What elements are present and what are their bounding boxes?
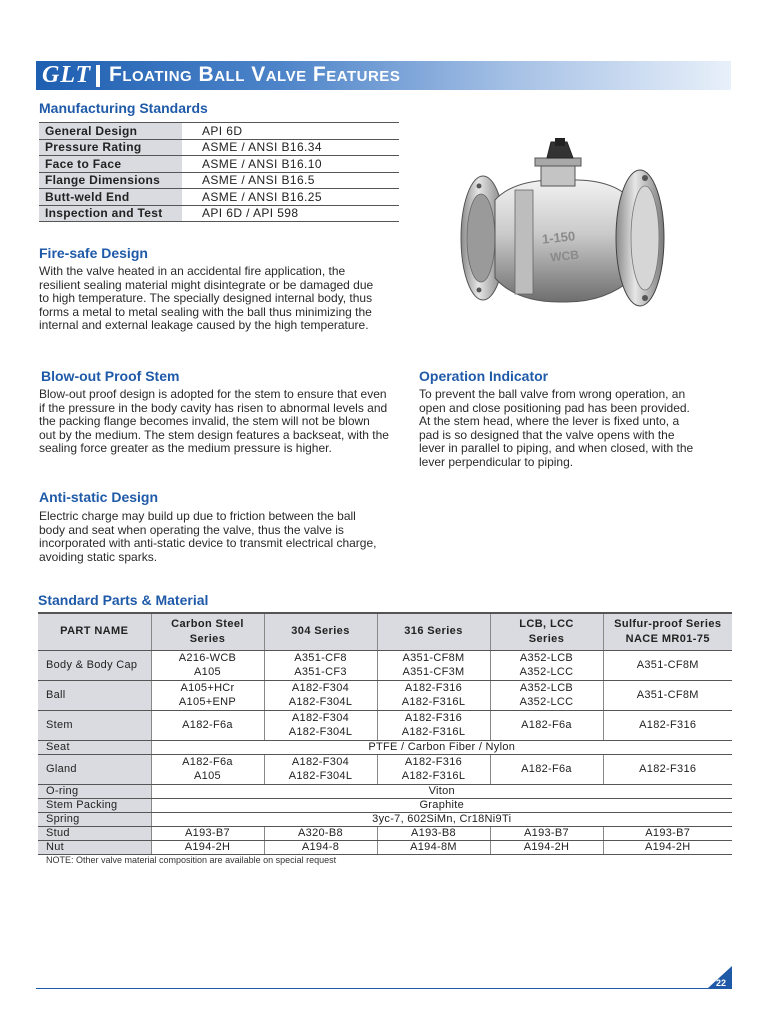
row-label: Pressure Rating	[39, 139, 182, 156]
part-name: Seat	[38, 740, 151, 754]
row-value: API 6D	[182, 123, 399, 140]
material-cell: A351-CF8M A351-CF3M	[377, 650, 490, 680]
part-name: Stem	[38, 710, 151, 740]
page-title: Floating Ball Valve Features	[109, 63, 401, 86]
table-row	[38, 840, 732, 854]
material-cell: A351-CF8 A351-CF3	[264, 650, 377, 680]
row-value: ASME / ANSI B16.5	[182, 172, 399, 189]
material-cell: A352-LCB A352-LCC	[490, 650, 603, 680]
manufacturing-heading: Manufacturing Standards	[39, 100, 208, 116]
col-header: 316 Series	[377, 613, 490, 650]
material-cell: Graphite	[151, 798, 732, 812]
page-number: 22	[716, 978, 727, 988]
row-label: Face to Face	[39, 156, 182, 173]
part-name: Ball	[38, 680, 151, 710]
anti-static-text: Electric charge may build up due to friction between the ball body and seat when operating the valve, thus the valve is incorporated with anti-static device to transmit electrical charge, avoiding static sparks.	[39, 509, 377, 564]
material-cell: PTFE / Carbon Fiber / Nylon	[151, 740, 732, 754]
material-cell: A182-F6a	[490, 710, 603, 740]
blow-out-heading: Blow-out Proof Stem	[41, 368, 180, 384]
footer-divider	[36, 988, 732, 989]
material-cell: A193-B8	[377, 826, 490, 840]
material-cell: A182-F6a	[151, 710, 264, 740]
blow-out-text: Blow-out proof design is adopted for the stem to ensure that even if the pressure in the body cavity has risen to abnormal levels and the packing flange becomes invalid, the stem will not be blown out by the medium. The stem design features a backseat, with the sealing force greater as the medium pressure is higher.	[39, 387, 389, 455]
table-row	[38, 650, 732, 680]
fire-safe-text: With the valve heated in an accidental fire application, the resilient sealing material might disintegrate or be damaged due to high temperature. The specially designed internal body, thus forms a metal to metal sealing with the ball thus minimizing the internal and external leakage caused by the high temperature.	[39, 264, 374, 332]
table-header-row	[38, 613, 732, 650]
fire-safe-heading: Fire-safe Design	[39, 245, 148, 261]
material-cell: A105+HCr A105+ENP	[151, 680, 264, 710]
table-row	[38, 812, 732, 826]
part-name: O-ring	[38, 784, 151, 798]
material-cell: A182-F6a A105	[151, 754, 264, 784]
col-header: Carbon Steel Series	[151, 613, 264, 650]
material-cell: A194-8M	[377, 840, 490, 854]
table-row	[39, 156, 399, 173]
operation-heading: Operation Indicator	[419, 368, 549, 384]
table-row	[38, 710, 732, 740]
parts-table	[38, 612, 732, 855]
row-value: ASME / ANSI B16.10	[182, 156, 399, 173]
header-banner	[36, 61, 731, 90]
table-row	[39, 205, 399, 222]
ball-valve-image	[455, 138, 670, 318]
material-cell: A351-CF8M	[603, 650, 732, 680]
footnote: NOTE: Other valve material composition are available on special request	[46, 855, 337, 865]
material-cell: 3yc-7, 602SiMn, Cr18Ni9Ti	[151, 812, 732, 826]
part-name: Spring	[38, 812, 151, 826]
part-name: Gland	[38, 754, 151, 784]
table-row	[38, 826, 732, 840]
row-label: General Design	[39, 123, 182, 140]
material-cell: A182-F304 A182-F304L	[264, 754, 377, 784]
manufacturing-table	[39, 122, 399, 222]
parts-heading: Standard Parts & Material	[38, 592, 209, 608]
material-cell: A194-2H	[603, 840, 732, 854]
material-cell: A194-2H	[151, 840, 264, 854]
table-row	[38, 754, 732, 784]
casting-mark-material: WCB	[549, 247, 580, 265]
part-name: Body & Body Cap	[38, 650, 151, 680]
material-cell: A182-F316 A182-F316L	[377, 754, 490, 784]
table-row	[39, 172, 399, 189]
table-row	[38, 798, 732, 812]
material-cell: A182-F316 A182-F316L	[377, 710, 490, 740]
row-label: Flange Dimensions	[39, 172, 182, 189]
glt-logo: GLT	[42, 62, 92, 88]
table-row	[39, 189, 399, 206]
anti-static-heading: Anti-static Design	[39, 489, 159, 505]
logo-divider	[96, 65, 100, 87]
material-cell: A193-B7	[490, 826, 603, 840]
material-cell: A351-CF8M	[603, 680, 732, 710]
operation-text: To prevent the ball valve from wrong operation, an open and close positioning pad has been provided. At the stem head, where the lever is fixed unto, a pad is so designed that the valve opens with the lever in parallel to piping, and when closed, with the lever perpendicular to piping.	[419, 387, 694, 469]
material-cell: A182-F316 A182-F316L	[377, 680, 490, 710]
row-label: Butt-weld End	[39, 189, 182, 206]
material-cell: A194-8	[264, 840, 377, 854]
material-cell: Viton	[151, 784, 732, 798]
row-label: Inspection and Test	[39, 205, 182, 222]
material-cell: A193-B7	[151, 826, 264, 840]
col-header: LCB, LCC Series	[490, 613, 603, 650]
material-cell: A352-LCB A352-LCC	[490, 680, 603, 710]
table-row	[39, 139, 399, 156]
row-value: ASME / ANSI B16.25	[182, 189, 399, 206]
table-row	[38, 784, 732, 798]
table-row	[38, 740, 732, 754]
material-cell: A182-F6a	[490, 754, 603, 784]
material-cell: A182-F304 A182-F304L	[264, 680, 377, 710]
part-name: Nut	[38, 840, 151, 854]
col-header: PART NAME	[38, 613, 151, 650]
material-cell: A182-F316	[603, 710, 732, 740]
material-cell: A320-B8	[264, 826, 377, 840]
col-header: 304 Series	[264, 613, 377, 650]
part-name: Stem Packing	[38, 798, 151, 812]
material-cell: A216-WCB A105	[151, 650, 264, 680]
material-cell: A193-B7	[603, 826, 732, 840]
part-name: Stud	[38, 826, 151, 840]
material-cell: A182-F304 A182-F304L	[264, 710, 377, 740]
table-row	[38, 680, 732, 710]
col-header: Sulfur-proof Series NACE MR01-75	[603, 613, 732, 650]
material-cell: A182-F316	[603, 754, 732, 784]
table-row	[39, 123, 399, 140]
material-cell: A194-2H	[490, 840, 603, 854]
casting-mark-rating: 1-150	[541, 228, 576, 247]
row-value: API 6D / API 598	[182, 205, 399, 222]
row-value: ASME / ANSI B16.34	[182, 139, 399, 156]
